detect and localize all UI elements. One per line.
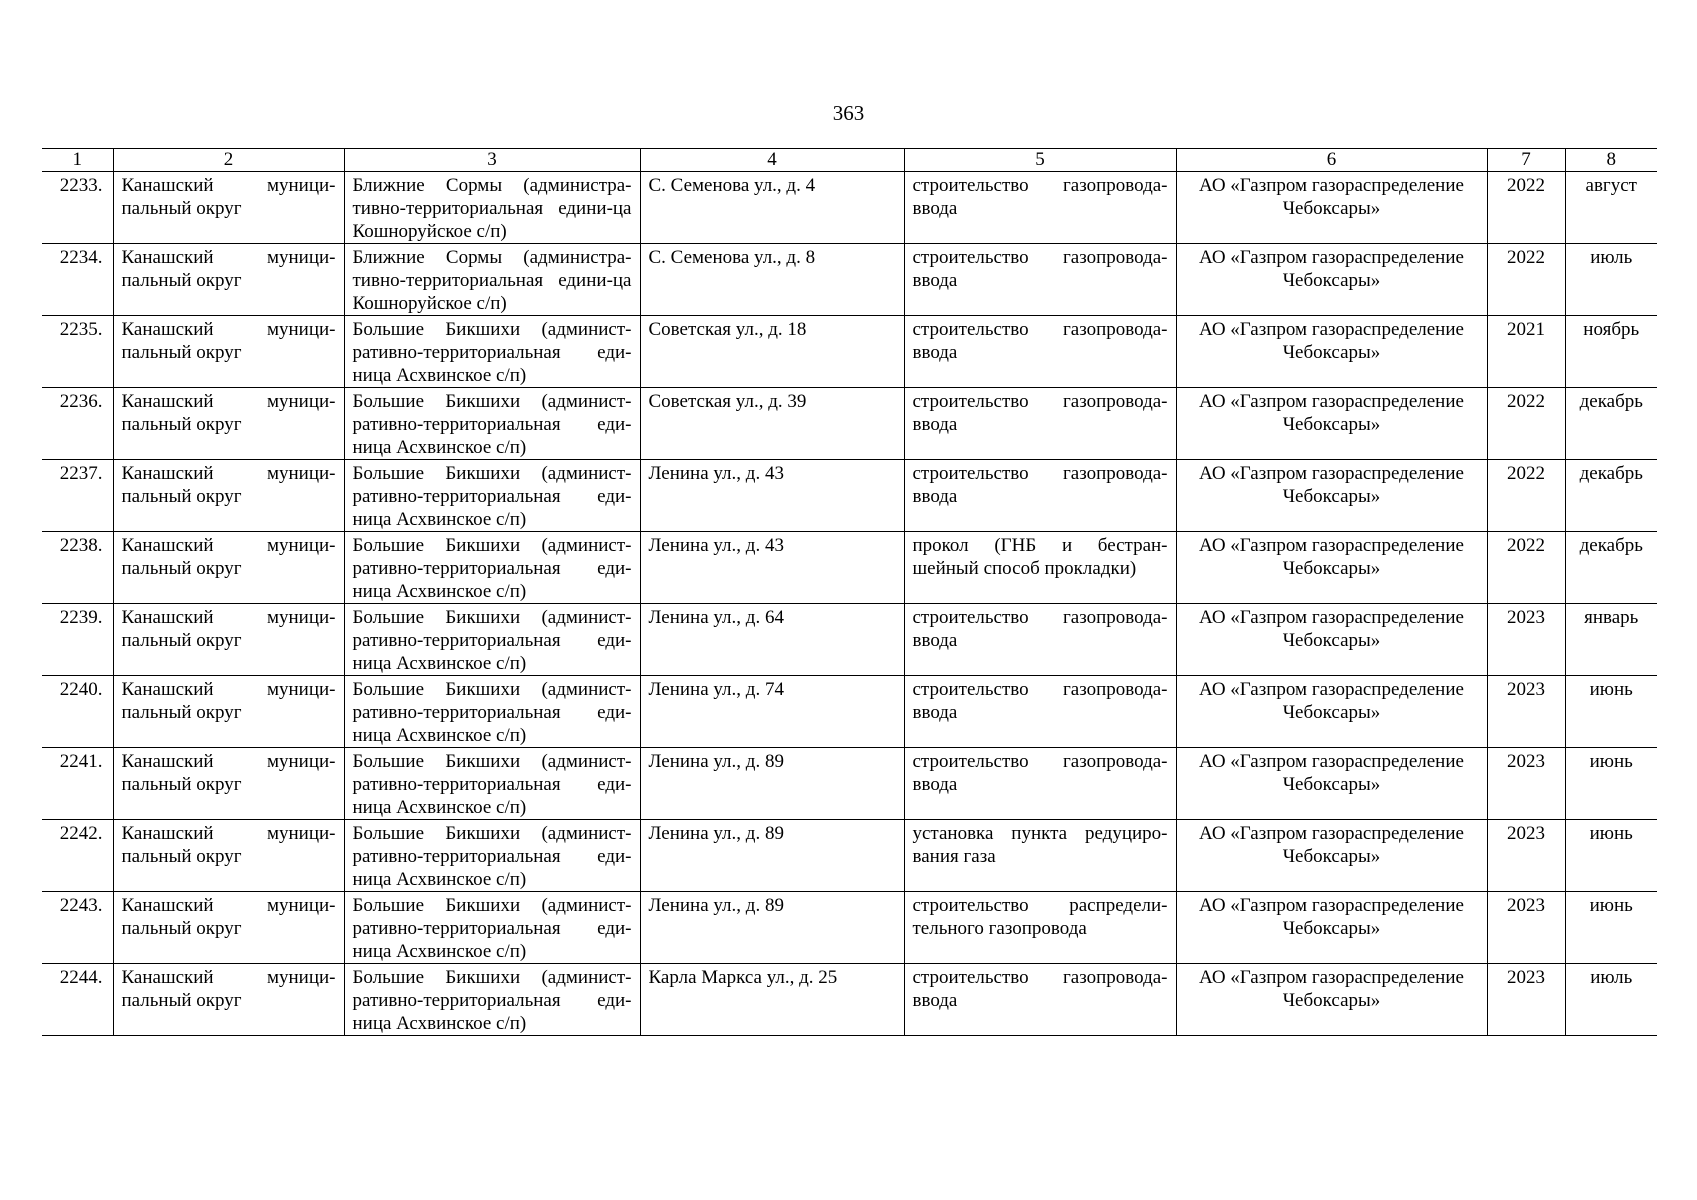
work-type-cell: строительство распредели-тельного газопровода [904, 892, 1176, 964]
district-cell: Канашский муници-пальный округ [113, 604, 344, 676]
organization-cell: АО «Газпром газораспределение Чебоксары» [1176, 892, 1487, 964]
month-cell: январь [1565, 604, 1657, 676]
row-number: 2239. [42, 604, 113, 676]
organization-cell: АО «Газпром газораспределение Чебоксары» [1176, 388, 1487, 460]
locality-cell: Ближние Сормы (администра-тивно-территориальная едини-ца Кошноруйское с/п) [344, 172, 640, 244]
table-row [42, 172, 1657, 244]
address-cell: Ленина ул., д. 43 [640, 460, 904, 532]
table-row [42, 316, 1657, 388]
organization-cell: АО «Газпром газораспределение Чебоксары» [1176, 748, 1487, 820]
address-cell: Ленина ул., д. 89 [640, 820, 904, 892]
row-number: 2244. [42, 964, 113, 1036]
address-cell: Ленина ул., д. 89 [640, 748, 904, 820]
column-header: 1 [42, 149, 113, 172]
column-header: 7 [1487, 149, 1565, 172]
year-cell: 2023 [1487, 676, 1565, 748]
month-cell: декабрь [1565, 532, 1657, 604]
district-cell: Канашский муници-пальный округ [113, 532, 344, 604]
table-row [42, 604, 1657, 676]
year-cell: 2021 [1487, 316, 1565, 388]
year-cell: 2023 [1487, 892, 1565, 964]
month-cell: июль [1565, 244, 1657, 316]
year-cell: 2023 [1487, 748, 1565, 820]
registry-table [42, 148, 1657, 1036]
work-type-cell: строительство газопровода-ввода [904, 244, 1176, 316]
row-number: 2238. [42, 532, 113, 604]
district-cell: Канашский муници-пальный округ [113, 244, 344, 316]
address-cell: Ленина ул., д. 74 [640, 676, 904, 748]
work-type-cell: строительство газопровода-ввода [904, 748, 1176, 820]
table-row [42, 892, 1657, 964]
column-header: 2 [113, 149, 344, 172]
work-type-cell: прокол (ГНБ и бестран-шейный способ прокладки) [904, 532, 1176, 604]
locality-cell: Большие Бикшихи (админист-ративно-территориальная еди-ница Асхвинское с/п) [344, 532, 640, 604]
address-cell: Карла Маркса ул., д. 25 [640, 964, 904, 1036]
district-cell: Канашский муници-пальный округ [113, 172, 344, 244]
table-row [42, 388, 1657, 460]
table-row [42, 532, 1657, 604]
locality-cell: Большие Бикшихи (админист-ративно-территориальная еди-ница Асхвинское с/п) [344, 316, 640, 388]
address-cell: Советская ул., д. 39 [640, 388, 904, 460]
locality-cell: Большие Бикшихи (админист-ративно-территориальная еди-ница Асхвинское с/п) [344, 964, 640, 1036]
month-cell: июнь [1565, 676, 1657, 748]
row-number: 2234. [42, 244, 113, 316]
year-cell: 2023 [1487, 604, 1565, 676]
work-type-cell: строительство газопровода-ввода [904, 316, 1176, 388]
year-cell: 2022 [1487, 388, 1565, 460]
page-number: 363 [832, 101, 865, 125]
work-type-cell: строительство газопровода-ввода [904, 604, 1176, 676]
column-header: 6 [1176, 149, 1487, 172]
year-cell: 2022 [1487, 244, 1565, 316]
locality-cell: Большие Бикшихи (админист-ративно-территориальная еди-ница Асхвинское с/п) [344, 460, 640, 532]
address-cell: Советская ул., д. 18 [640, 316, 904, 388]
month-cell: июнь [1565, 892, 1657, 964]
work-type-cell: строительство газопровода-ввода [904, 172, 1176, 244]
organization-cell: АО «Газпром газораспределение Чебоксары» [1176, 604, 1487, 676]
month-cell: июнь [1565, 820, 1657, 892]
row-number: 2243. [42, 892, 113, 964]
address-cell: Ленина ул., д. 64 [640, 604, 904, 676]
address-cell: С. Семенова ул., д. 8 [640, 244, 904, 316]
organization-cell: АО «Газпром газораспределение Чебоксары» [1176, 244, 1487, 316]
table-row [42, 460, 1657, 532]
row-number: 2233. [42, 172, 113, 244]
month-cell: август [1565, 172, 1657, 244]
locality-cell: Большие Бикшихи (админист-ративно-территориальная еди-ница Асхвинское с/п) [344, 748, 640, 820]
district-cell: Канашский муници-пальный округ [113, 676, 344, 748]
address-cell: Ленина ул., д. 89 [640, 892, 904, 964]
year-cell: 2022 [1487, 460, 1565, 532]
column-header: 4 [640, 149, 904, 172]
year-cell: 2023 [1487, 964, 1565, 1036]
locality-cell: Большие Бикшихи (админист-ративно-территориальная еди-ница Асхвинское с/п) [344, 604, 640, 676]
row-number: 2240. [42, 676, 113, 748]
organization-cell: АО «Газпром газораспределение Чебоксары» [1176, 820, 1487, 892]
month-cell: июль [1565, 964, 1657, 1036]
work-type-cell: строительство газопровода-ввода [904, 676, 1176, 748]
locality-cell: Большие Бикшихи (админист-ративно-территориальная еди-ница Асхвинское с/п) [344, 820, 640, 892]
year-cell: 2023 [1487, 820, 1565, 892]
district-cell: Канашский муници-пальный округ [113, 820, 344, 892]
year-cell: 2022 [1487, 532, 1565, 604]
row-number: 2242. [42, 820, 113, 892]
district-cell: Канашский муници-пальный округ [113, 388, 344, 460]
district-cell: Канашский муници-пальный округ [113, 892, 344, 964]
month-cell: декабрь [1565, 388, 1657, 460]
locality-cell: Большие Бикшихи (админист-ративно-территориальная еди-ница Асхвинское с/п) [344, 892, 640, 964]
row-number: 2241. [42, 748, 113, 820]
organization-cell: АО «Газпром газораспределение Чебоксары» [1176, 460, 1487, 532]
month-cell: июнь [1565, 748, 1657, 820]
district-cell: Канашский муници-пальный округ [113, 460, 344, 532]
work-type-cell: строительство газопровода-ввода [904, 460, 1176, 532]
locality-cell: Большие Бикшихи (админист-ративно-территориальная еди-ница Асхвинское с/п) [344, 388, 640, 460]
month-cell: декабрь [1565, 460, 1657, 532]
row-number: 2235. [42, 316, 113, 388]
column-header: 3 [344, 149, 640, 172]
organization-cell: АО «Газпром газораспределение Чебоксары» [1176, 964, 1487, 1036]
column-header: 5 [904, 149, 1176, 172]
header-row [42, 149, 1657, 172]
table-row [42, 820, 1657, 892]
organization-cell: АО «Газпром газораспределение Чебоксары» [1176, 532, 1487, 604]
organization-cell: АО «Газпром газораспределение Чебоксары» [1176, 172, 1487, 244]
work-type-cell: установка пункта редуциро-вания газа [904, 820, 1176, 892]
table-row [42, 244, 1657, 316]
column-header: 8 [1565, 149, 1657, 172]
table-row [42, 748, 1657, 820]
address-cell: Ленина ул., д. 43 [640, 532, 904, 604]
table-row [42, 964, 1657, 1036]
district-cell: Канашский муници-пальный округ [113, 964, 344, 1036]
district-cell: Канашский муници-пальный округ [113, 316, 344, 388]
locality-cell: Большие Бикшихи (админист-ративно-территориальная еди-ница Асхвинское с/п) [344, 676, 640, 748]
year-cell: 2022 [1487, 172, 1565, 244]
organization-cell: АО «Газпром газораспределение Чебоксары» [1176, 676, 1487, 748]
work-type-cell: строительство газопровода-ввода [904, 388, 1176, 460]
address-cell: С. Семенова ул., д. 4 [640, 172, 904, 244]
organization-cell: АО «Газпром газораспределение Чебоксары» [1176, 316, 1487, 388]
locality-cell: Ближние Сормы (администра-тивно-территориальная едини-ца Кошноруйское с/п) [344, 244, 640, 316]
row-number: 2236. [42, 388, 113, 460]
month-cell: ноябрь [1565, 316, 1657, 388]
work-type-cell: строительство газопровода-ввода [904, 964, 1176, 1036]
district-cell: Канашский муници-пальный округ [113, 748, 344, 820]
table-row [42, 676, 1657, 748]
row-number: 2237. [42, 460, 113, 532]
